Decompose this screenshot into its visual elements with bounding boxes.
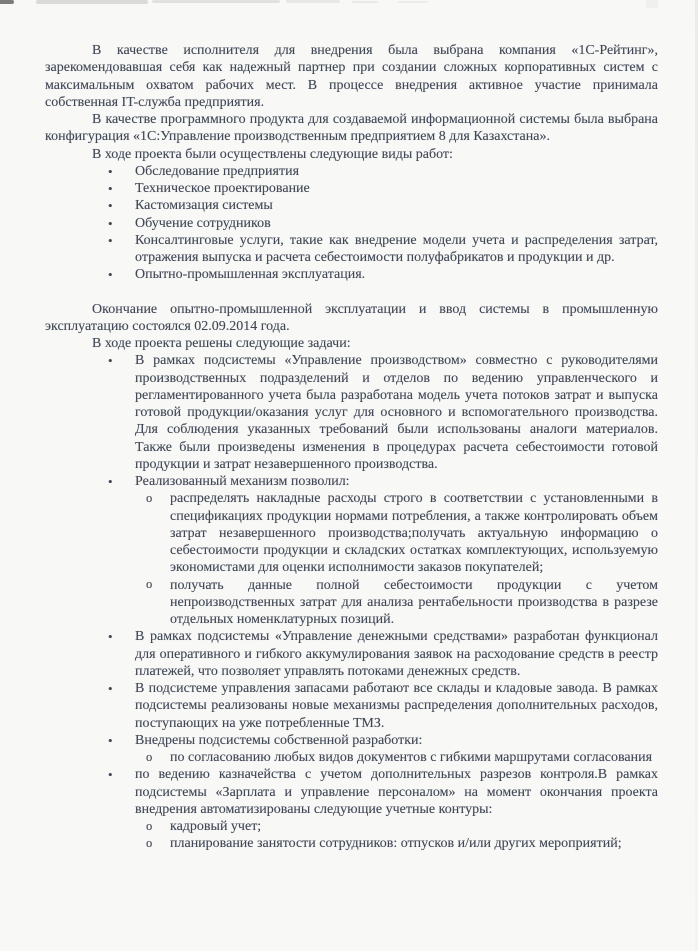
list-item-text: Обследование предприятия (135, 163, 300, 179)
sub-bullet-icon: o (146, 577, 153, 591)
list-item (45, 232, 658, 267)
sub-list-item (45, 490, 658, 576)
sub-list-item (45, 577, 658, 629)
list-item (45, 732, 658, 749)
document-body (45, 42, 658, 853)
scan-artifact-top-smudge (398, 1, 428, 3)
bullet-icon: • (108, 181, 113, 196)
sub-list-item-text: по согласованию любых видов документов с гибкими маршрутами согласования (170, 750, 653, 765)
paragraph: В ходе проекта были осуществлены следующие виды работ: (92, 146, 453, 162)
list-item (45, 163, 658, 180)
list-item-text: Обучение сотрудников (135, 215, 271, 231)
bullet-icon: • (108, 198, 113, 214)
list-item (45, 680, 658, 732)
list-item (45, 352, 658, 473)
sub-list-item (45, 835, 658, 852)
bullet-icon: • (108, 163, 113, 179)
bullet-icon: • (108, 215, 113, 231)
list-item-text: В рамках подсистемы «Управление денежными средствами» разработан функционал для оперативного и гибкого аккумулирования заявок на расходование средств в реестр платежей, что позволяет управлять потоками денежных средств. (135, 629, 658, 679)
bullet-icon: • (108, 732, 113, 748)
list-item-text: В подсистеме управления запасами работают все склады и кладовые завода. В рамках подсистемы реализованы новые механизмы распределения дополнительных расходов, поступающих на уже потребленные ТМЗ. (135, 681, 658, 731)
scan-artifact-top-smudge (286, 0, 340, 3)
list-item-text: Реализованный механизм позволил: (135, 474, 350, 489)
bullet-icon: • (108, 353, 113, 369)
list-item-text: Техническое проектирование (135, 181, 310, 196)
list-item-text: Внедрены подсистемы собственной разработки: (135, 732, 423, 748)
list-item-text: Опытно-промышленная эксплуатация. (135, 267, 366, 283)
list-item (45, 473, 658, 490)
sub-list-item-text: планирование занятости сотрудников: отпусков и/или других мероприятий; (170, 836, 622, 852)
list-item-text: Кастомизация системы (135, 198, 273, 214)
bullet-icon: • (108, 474, 113, 489)
sub-bullet-icon: o (146, 818, 153, 833)
sub-bullet-icon: o (146, 490, 153, 505)
scan-artifact-top-left (0, 0, 14, 4)
sub-bullet-icon: o (146, 749, 153, 764)
bullet-icon: • (108, 267, 113, 283)
sub-list-item-text: получать данные полной себестоимости продукции с учетом непроизводственных затрат для анализа рентабельности производства в разрезе отдельных номенклатурных позиций. (170, 577, 658, 627)
list-item-text: по ведению казначейства с учетом дополнительных разрезов контроля.В рамках подсистемы «Зарплата и управление персоналом» на момент окончания проекта внедрения автоматизированы следующие учетные контуры: (135, 767, 658, 817)
list-item-text: Консалтинговые услуги, такие как внедрение модели учета и распределения затрат, отражения выпуска и расчета себестоимости полуфабрикатов и продукции и др. (135, 232, 658, 265)
paragraph: Окончание опытно-промышленной эксплуатации и ввод системы в промышленную эксплуатацию состоялся 02.09.2014 года. (45, 301, 658, 334)
bullet-icon: • (108, 232, 113, 248)
list-item (45, 197, 658, 214)
scan-artifact-top-smudge (152, 0, 280, 3)
bullet-icon: • (108, 681, 113, 696)
sub-list-item-text: кадровый учет; (170, 819, 262, 834)
scan-artifact-top-smudge (36, 0, 148, 4)
paragraph: В качестве исполнителя для внедрения была выбрана компания «1С-Рейтинг», зарекомендовавшая себя как надежный партнер при создании сложных корпоративных систем с максимальным охватом рабочих мест. В процессе внедрения активное участие принимала собственная IT-служба предприятия. (45, 43, 658, 110)
paragraph: В ходе проекта решены следующие задачи: (92, 336, 351, 351)
bullet-icon: • (108, 767, 113, 783)
sub-list-item (45, 818, 658, 835)
list-item-text: В рамках подсистемы «Управление производством» совместно с руководителями производственных подразделений и отделов по ведению управленческого и регламентированного учета была разработана модель учета потоков затрат и выпуска готовой продукции/оказания услуг для основного и вспомогательного производства. Для соблюдения указанных требований были использованы аналоги материалов. Также были произведены изменения в процедурах расчета себестоимости готовой продукции и затрат незавершенного производства. (135, 353, 658, 472)
list-item (45, 180, 658, 197)
sub-bullet-icon: o (146, 835, 153, 850)
sub-list-item-text: распределять накладные расходы строго в соответствии с установленными в спецификациях продукции нормами потребления, а также контролировать объем затрат незавершенного производства;получать актуальную информацию о себестоимости продукции и складских остатках комплектующих, используемую экономистами для оценки исполнимости заказов покупателей; (170, 491, 658, 576)
paragraph: В качестве программного продукта для создаваемой информационной системы была выбрана конфигурация «1С:Управление производственным предприятием 8 для Казахстана». (45, 112, 658, 145)
bullet-icon: • (108, 629, 113, 645)
list-item (45, 766, 658, 818)
list-item (45, 266, 658, 283)
blank-line (45, 284, 658, 301)
scan-artifact-top-smudge (352, 1, 378, 3)
list-item (45, 215, 658, 232)
list-item (45, 628, 658, 680)
scan-artifact-top-right (646, 0, 658, 8)
sub-list-item (45, 749, 658, 766)
